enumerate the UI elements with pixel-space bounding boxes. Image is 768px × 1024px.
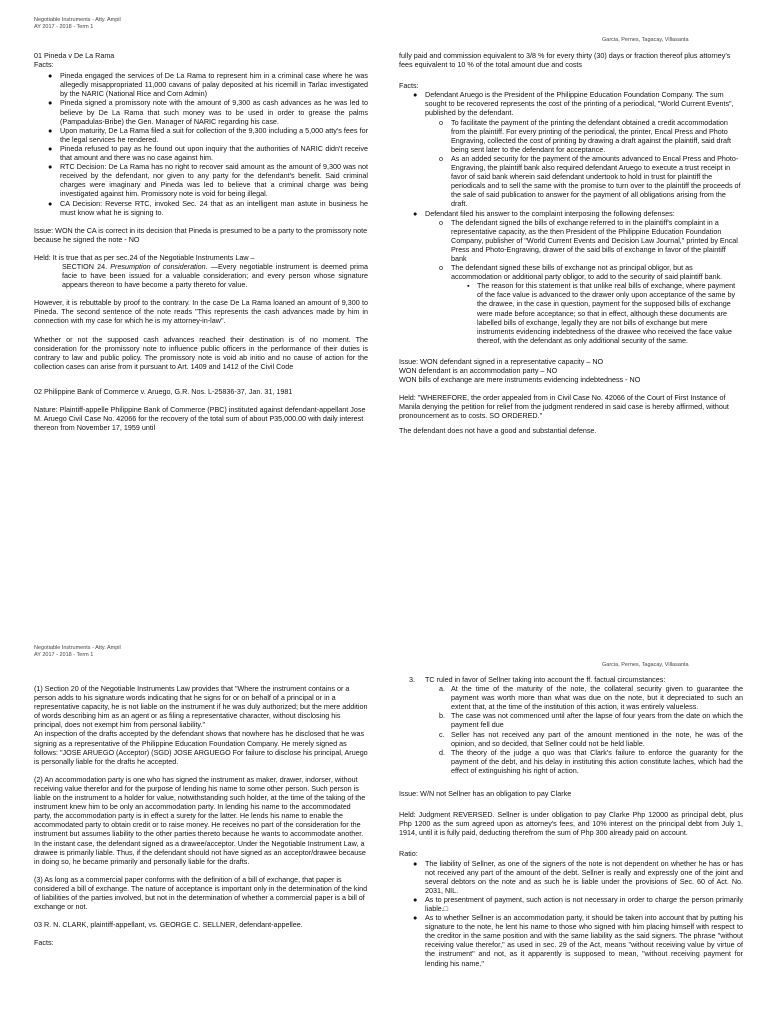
page2-header-left [34,645,121,659]
facts-label: Facts: [34,60,54,70]
page2-right-column [399,675,743,968]
list-item: ● CA Decision: Reverse RTC, invoked Sec. 24 that as an intelligent man astute in business he must know what he is signing to. [48,198,368,217]
para-section-20: (1) Section 20 of the Negotiable Instruments Law provides that "Where the instrument contains or a person adds to his signature words indicating that he signs for or on behalf of a principal or in a representative capacity, he is not liable on the instrument if he was duly authorized; but the mere addition of words describing him as an agent or as filing a representative character, without disclosing his principal, does not exempt him from personal liability." [34,684,368,730]
list-item: ● Pineda signed a promissory note with the amount of 9,300 as cash advances as he was led to believe by De La Rama that such money was to be used in order to grease the palms (Pampadulas-Bribe) the Gen. Manager of NARIC regarding his case. [48,98,368,126]
list-item: o As an added security for the payment of the amounts advanced to Encal Press and Photo-Engraving, the plaintiff bank also required defendant Aruego to execute a trust receipt in favor of said bank wherein said defendant undertook to hold in trust for plaintiff the periodicals and to sell the same with the promise to turn over to the plaintiff the proceeds of the sale of said publication to answer for the payment of all obligations arising from the draft. [439,153,741,209]
case-title: 01 Pineda v De La Rama [34,51,115,60]
continued-text: fully paid and commission equivalent to 3/8 % for every thirty (30) days or fraction thereof plus attorney's fees equivalent to 10 % of the total amount due and costs [399,51,731,70]
list-item: ● Pineda engaged the services of De La Rama to represent him in a criminal case where he was allegedly misappropriated 11,000 cavans of palay deposited at his ricemill in Tarlac investigated by the NARIC (National Rice and Corn Admin) [48,71,368,99]
list-item: o The defendant signed the bills of exchange referred to in the plaintiff's complaint in a representative capacity, as the then President of the Philippine Education Foundation Company, publisher of "World Current Events and Decision Law Journal," printed by Encal Press and Photo-Engraving, drawer of the said bills of exchange in favor of the plaintiff bank [439,217,738,263]
page1-header-left [34,17,121,31]
issue-2: WON defendant is an accommodation party – NO [399,366,558,375]
case2-title: 02 Philippine Bank of Commerce v. Aruego, G.R. Nos. L-25836-37, Jan. 31, 1981 [34,386,293,396]
held-intro: Held: It is true that as per sec.24 of the Negotiable Instruments Law – [34,252,255,262]
facts-list [34,71,368,217]
para-commercial-paper: (3) As long as a commercial paper conforms with the definition of a bill of exchange, that paper is considered a bill of exchange. The nature of acceptance is important only in the determination of the kind of liabilities of the parties involved, but not in the determination of whether a commercial paper is a bill of exchange or not. [34,874,368,912]
page2-left-column [34,684,368,947]
facts-list [399,90,743,345]
facts-label: Facts: [399,81,419,91]
facts-label: Facts: [34,938,54,948]
list-item: ▪ The reason for this statement is that unlike real bills of exchange, where payment of the face value is advanced to the drawer only upon acceptance of the same by the drawee, in the case in question, payment for the supposed bills of exchange were made before acceptance; so that in effect, although these documents are labelled bills of exchange, legally they are not bills of exchange but mere instruments evidencing indebtedness of the drawee who received the face value thereof, with the defendant as only additional security of the same. [467,281,736,345]
nature-text: Nature: Plaintiff-appelle Philippine Bank of Commerce (PBC) instituted against defendant-appellant Jose M. Aruego Civil Case No. 42066 for the recovery of the total sum of about P35,000.00 with daily interest thereon from November 17, 1959 until [34,405,366,433]
case3-title: 03 R. N. CLARK, plaintiff-appellant, vs. GEORGE C. SELLNER, defendant-appellee. [34,920,303,930]
list-item: ● Pineda refused to pay as he found out upon inquiry that the authorities of NARIC didn't receive that amount and there was no case against him. [48,143,368,163]
header-term: AY 2017 - 2018 - Term 1 [34,24,94,30]
list-item: ● Defendant filed his answer to the complaint interposing the following defenses: o The defendant signed the bills of exchange referred to in the plaintiff's complaint in a representative capacity, as the then President of the Philippine Education Foundation Company, publisher of "World Current Events and Decision Law Journal," printed by Encal Press and Photo-Engraving, drawer of the said bills of exchange in favor of the plaintiff bank o The defendant signed these bills of exchange not as principal obligor, but as accommodation or additional party obligor, to add to the security of said plaintiff bank. ▪ The reason for this statement is that unlike real bills of exchange, where payment of the face value is advanced to the drawer only upon acceptance of the same by the drawee, in the case in question, payment for the supposed bills of exchange were made before acceptance; so that in effect, although these documents are labelled bills of exchange, legally they are not bills of exchange but mere instruments evidencing indebtedness of the drawee who received the face value thereof, with the defendant as only additional security of the same. [399,209,743,345]
list-item: ● As to whether Sellner is an accommodation party, it should be taken into account that by putting his signature to the note, he lent his name to those who signed with him placing himself with respect to the creditor in the same position and with the same liability as the said signers. The phrase "without receiving value therefor," as used in sec. 29 of the Act, means "without receiving value by virtue of the instrument" and not, as it apparently is supposed to mean, "without receiving payment for lending his name." [413,913,743,968]
list-item: d. The theory of the judge a quo was that Clark's failure to enforce the guaranty for the payment of the debt, and his delay in instituting this action constitute laches, which had the effect of extinguishing his right of action. [439,747,743,775]
issue-text: Issue: WON the CA is correct in its decision that Pineda is presumed to be a party to the promissory note because he signed the note - NO [34,225,368,244]
closing-text: The defendant does not have a good and substantial defense. [399,426,597,436]
list-item: o The defendant signed these bills of exchange not as principal obligor, but as accommodation or additional party obligor, to add to the security of said plaintiff bank. ▪ The reason for this statement is that unlike real bills of exchange, where payment of the face value is advanced to the drawer only upon acceptance of the same by the drawee, in the case in question, payment for the supposed bills of exchange were made before acceptance; so that in effect, although these documents are labelled bills of exchange, legally they are not bills of exchange but mere instruments evidencing indebtedness of the drawee who received the face value thereof, with the defendant as only additional security of the same. [425,263,743,345]
page1-left-column [34,51,368,441]
list-item: ● As to presentment of payment, such action is not necessary in order to charge the person primarily liable.□ [413,894,743,913]
held-text: Held: Judgment REVERSED. Sellner is under obligation to pay Clarke Php 12000 as principal debt, plus Php 1200 as the sum agreed upon as attorney's fees, and 10% interest on the principal debt from July 1, 1914, until it is fully paid, deducting therefrom the sum of Php 300 already paid on account. [399,810,743,838]
list-item: 3. TC ruled in favor of Sellner taking into account the ff. factual circumstances: a. At the time of the maturity of the note, the collateral security given to guarantee the payment was worth more than what was due on the note, but it depreciated to such an extent that, at the time of the institution of this action, it was entirely valueless. b. The case was not commenced until after the lapse of four years from the date on which the payment fell due c. Seller has not received any part of the amount mentioned in the note, he was of the opinion, and so decided, that Sellner could not be held liable. d. The theory of the judge a quo was that Clark's failure to enforce the guaranty for the payment of the debt, and his delay in instituting this action constitute laches, which had the effect of extinguishing his right of action. [409,675,743,775]
page1-header-right: Garcia, Pernes, Tagacay, Villasanta [602,37,689,43]
list-item: ● RTC Decision: De La Rama has no right to recover said amount as the amount of 9,300 was not received by the defendant, nor given to any party for the defendant's benefit. Said criminal charges were imaginary and Pineda was led to believe that a criminal charge was being investigated against him. Promissory note is void for being illegal. [48,162,368,199]
issue-3: WON bills of exchange are mere instruments evidencing indebtedness - NO [399,375,641,385]
issue-1: Issue: WON defendant signed in a representative capacity – NO [399,356,604,366]
ratio-label: Ratio: [399,849,418,859]
issue-text: Issue: W/N not Sellner has an obligation to pay Clarke [399,789,572,799]
section-24-quote: SECTION 24. Presumption of consideration. —Every negotiable instrument is deemed prima facie to have been issued for a valuable consideration; and every person whose signature appears thereon to have become a party thereto for value. [62,261,368,290]
para-rebuttable: However, it is rebuttable by proof to the contrary. In the case De La Rama loaned an amount of 9,300 to Pineda. The second sentence of the note reads "This represents the cash advances made by him in connection with my case for which he is my attorney-in-law". [34,298,368,326]
list-item: ● Defendant Aruego is the President of the Philippine Education Foundation Company. The sum sought to be recovered represents the cost of the printing of a periodical, "World Current Events", published by the defendant. o To facilitate the payment of the printing the defendant obtained a credit accommodation from the plaintiff. For every printing of the periodical, the printer, Encal Press and Photo Engraving, collected the cost of printing by drawing a draft against the plaintiff, said draft being sent later to the defendant for acceptance. o As an added security for the payment of the amounts advanced to Encal Press and Photo-Engraving, the plaintiff bank also required defendant Aruego to execute a trust receipt in favor of said bank wherein said defendant undertook to hold in trust for plaintiff the periodicals and to sell the same with the promise to turn over to the plaintiff the proceeds of the sale of said publication to answer for the payment of all obligations arising from the draft. [399,90,743,208]
header-term: AY 2017 - 2018 - Term 1 [34,652,94,658]
page1-right-column [399,51,743,445]
list-item: c. Seller has not received any part of the amount mentioned in the note, he was of the opinion, and so decided, that Sellner could not be held liable. [439,729,743,748]
para-inspection: An inspection of the drafts accepted by the defendant shows that nowhere has he disclosed that he was signing as a representative of the Philippine Education Foundation Company. He merely signed as follows: "JOSE ARUEGO (Acceptor) (SGD) JOSE ARGUEGO For failure to disclose his principal, Aruego is personally liable for the drafts he accepted. [34,729,368,766]
numbered-list [399,675,743,775]
list-item: b. The case was not commenced until after the lapse of four years from the date on which the payment fell due [439,711,743,730]
header-course: Negotiable Instruments - Atty. Ampil [34,645,121,651]
ratio-list [399,859,743,968]
held-text: Held: "WHEREFORE, the order appealed from in Civil Case No. 42066 of the Court of First Instance of Manila denying the petition for relief from the judgment rendered in said case is hereby affirmed, without pronouncement as to costs. SO ORDERED." [399,393,729,421]
list-item: ● The liability of Sellner, as one of the signers of the note is not dependent on whether he has or has not received any part of the amount of the debt. Sellner is really and expressly one of the joint and several debtors on the note and as such he is liable under the provisions of Sec. 60 of Act. No. 2031, NIL. [413,858,743,895]
list-item: ● Upon maturity, De La Rama filed a suit for collection of the 9,300 including a 5,000 atty's fees for the legal services he rendered. [48,125,368,144]
para-void: Whether or not the supposed cash advances reached their destination is of no moment. The consideration for the promissory note to influence public officers in the performance of their duties is contrary to law and public policy. The promissory note is void ab initio and no cause of action for the collection cases can arise from it pursuant to Art. 1409 and 1412 of the Civil Code [34,334,368,371]
para-accommodation: (2) An accommodation party is one who has signed the instrument as maker, drawer, indorser, without receiving value therefor and for the purpose of lending his name to some other person. Such person is liable on the instrument to a holder for value, notwithstanding such holder, at the time of the taking of the instrument knew him to be only an accommodation party. In lending his name to the accommodated party, the accommodation party is in effect a surety for the latter. He lends his name to enable the accommodated party to obtain credit or to raise money. He receives no part of the consideration for the instrument but assumes liability to the other parties thereto because he wants to accommodate another. In the instant case, the defendant signed as a drawee/acceptor. Under the Negotiable Instrument Law, a drawee is primarily liable. Thus, if the defendant should not have signed as an acceptor/drawee because in doing so, he became primarily and personally liable for the drafts. [34,774,366,866]
header-course: Negotiable Instruments - Atty. Ampil [34,17,121,23]
page2-header-right: Garcia, Pernes, Tagacay, Villasanta [602,662,689,668]
list-item: o To facilitate the payment of the printing the defendant obtained a credit accommodation from the plaintiff. For every printing of the periodical, the printer, Encal Press and Photo Engraving, collected the cost of printing by drawing a draft against the plaintiff, said draft being sent later to the defendant for acceptance. [439,117,731,154]
list-item: a. At the time of the maturity of the note, the collateral security given to guarantee the payment was worth more than what was due on the note, but it depreciated to such an extent that, at the time of the institution of this action, it was entirely valueless. [439,684,743,712]
